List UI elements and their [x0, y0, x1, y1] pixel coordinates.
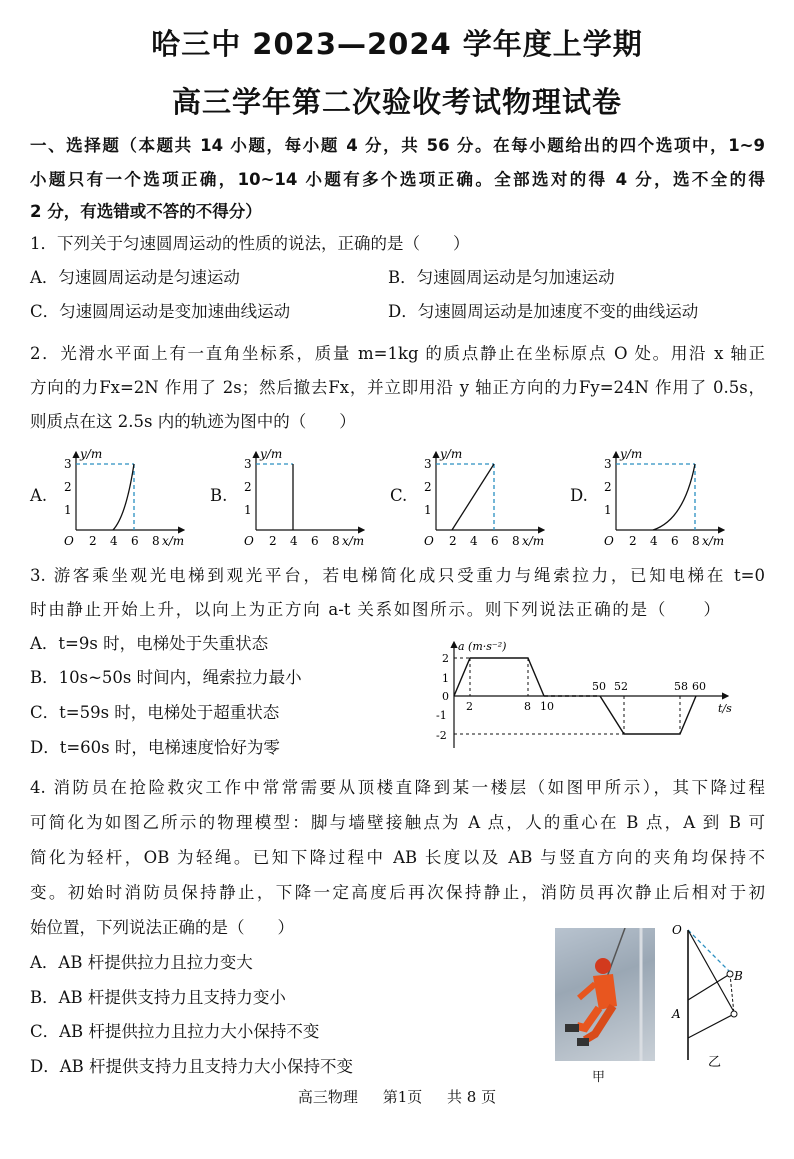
- x-tick: 2: [89, 534, 97, 548]
- q4-stem-line4: 变。初始时消防员保持静止，下降一定高度后再次保持静止，消防员再次静止后相对于初: [30, 883, 765, 902]
- y-axis-label: y/m: [620, 447, 643, 461]
- t-tick: 2: [466, 700, 473, 713]
- x-axis-label: x/m: [522, 534, 545, 548]
- q2-graph-b-label: B.: [210, 486, 228, 505]
- q4-stem-line1: 4. 消防员在抢险救灾工作中常常需要从顶楼直降到某一楼层（如图甲所示），其下降过程: [30, 778, 765, 797]
- x-axis-label: x/m: [162, 534, 185, 548]
- q2-graph-b: [232, 446, 372, 550]
- figure-jia-label: 甲: [592, 1070, 606, 1085]
- y-tick: 2: [424, 480, 432, 494]
- q1-option-b: B．匀速圆周运动是匀加速运动: [388, 268, 615, 287]
- firefighter-photo: [555, 928, 655, 1061]
- accel-negative-segment: [600, 696, 696, 734]
- trajectory-curve: [113, 464, 134, 530]
- y-tick: 3: [244, 457, 252, 471]
- q2-graph-a-label: A.: [30, 486, 48, 505]
- a-tick: -1: [436, 709, 447, 722]
- y-tick: 2: [244, 480, 252, 494]
- x-tick: 6: [131, 534, 139, 548]
- x-tick: 6: [671, 534, 679, 548]
- t-tick: 50: [592, 680, 606, 693]
- q2-stem-line1: 2．光滑水平面上有一直角坐标系，质量 m=1kg 的质点静止在坐标原点 O 处。用沿 x 轴正: [30, 344, 765, 363]
- q2-graph-c: [412, 446, 552, 550]
- x-tick: 4: [110, 534, 118, 548]
- x-tick: 4: [650, 534, 658, 548]
- accel-positive-segment: [454, 658, 544, 696]
- q2-stem-line2: 方向的力Fx=2N 作用了 2s；然后撤去Fx，并立即用沿 y 轴正方向的力Fy=24N 作用了 0.5s，: [30, 378, 765, 397]
- footer-total-pages: 共 8 页: [447, 1088, 497, 1106]
- origin-label: O: [244, 534, 254, 548]
- exam-title-line2: 高三学年第二次验收考试物理试卷: [171, 85, 622, 119]
- physical-model-diagram: [664, 920, 764, 1070]
- y-tick: 2: [604, 480, 612, 494]
- q4-option-d: D．AB 杆提供支持力且支持力大小保持不变: [30, 1057, 354, 1076]
- t-tick: 8: [524, 700, 531, 713]
- q2-graph-d: [592, 446, 732, 550]
- q2-graph-a: [52, 446, 192, 550]
- q4-option-c: C．AB 杆提供拉力且拉力大小保持不变: [30, 1022, 320, 1041]
- y-tick: 1: [244, 503, 252, 517]
- q2-graph-d-label: D.: [570, 486, 588, 505]
- y-axis-label: y/m: [260, 447, 283, 461]
- q4-stem-line3: 简化为轻杆，OB 为轻绳。已知下降过程中 AB 长度以及 AB 与竖直方向的夹角均保持不: [30, 848, 765, 867]
- y-tick: 1: [604, 503, 612, 517]
- q1-option-d: D．匀速圆周运动是加速度不变的曲线运动: [388, 302, 699, 321]
- point-a-label: A: [672, 1007, 681, 1021]
- section-instructions-line3: 2 分，有选错或不答的不得分）: [30, 202, 262, 221]
- y-tick: 1: [424, 503, 432, 517]
- point-b-label: B: [734, 969, 743, 983]
- x-tick: 2: [269, 534, 277, 548]
- x-tick: 4: [470, 534, 478, 548]
- x-tick: 8: [512, 534, 520, 548]
- q2-stem-line3: 则质点在这 2.5s 内的轨迹为图中的（ ）: [30, 412, 356, 431]
- t-tick: 58: [674, 680, 688, 693]
- x-axis-label: x/m: [342, 534, 365, 548]
- q3-option-c: C．t=59s 时，电梯处于超重状态: [30, 703, 280, 722]
- section-instructions-line2: 小题只有一个选项正确，10~14 小题有多个选项正确。全部选对的得 4 分，选不全的得: [30, 170, 765, 189]
- t-tick: 60: [692, 680, 706, 693]
- origin-label: O: [424, 534, 434, 548]
- footer-page-number: 第1页: [382, 1088, 423, 1106]
- q4-stem-line5: 始位置，下列说法正确的是（ ）: [30, 918, 294, 937]
- a-tick: 2: [442, 652, 449, 665]
- x-tick: 6: [491, 534, 499, 548]
- y-axis-label: y/m: [440, 447, 463, 461]
- x-tick: 2: [629, 534, 637, 548]
- y-tick: 3: [424, 457, 432, 471]
- y-tick: 2: [64, 480, 72, 494]
- q3-option-a: A．t=9s 时，电梯处于失重状态: [30, 634, 269, 653]
- a-tick: 0: [442, 690, 449, 703]
- y-tick: 3: [604, 457, 612, 471]
- footer-subject: 高三物理: [297, 1088, 358, 1106]
- page-footer: [0, 1086, 794, 1107]
- x-tick: 8: [692, 534, 700, 548]
- q3-option-b: B．10s~50s 时间内，绳索拉力最小: [30, 668, 302, 687]
- a-tick: -2: [436, 729, 447, 742]
- q1-option-a: A．匀速圆周运动是匀速运动: [30, 268, 240, 287]
- y-tick: 1: [64, 503, 72, 517]
- x-tick: 8: [332, 534, 340, 548]
- point-o-label: O: [672, 923, 682, 937]
- q4-option-a: A．AB 杆提供拉力且拉力变大: [30, 953, 253, 972]
- trajectory-line: [452, 464, 494, 530]
- q3-stem-line2: 时由静止开始上升，以向上为正方向 a-t 关系如图所示。则下列说法正确的是（ ）: [30, 600, 720, 619]
- q3-option-d: D．t=60s 时，电梯速度恰好为零: [30, 738, 280, 757]
- x-tick: 4: [290, 534, 298, 548]
- q3-acceleration-time-graph: [428, 638, 738, 754]
- section-instructions-line1: 一、选择题（本题共 14 小题，每小题 4 分，共 56 分。在每小题给出的四个选项中，1~9: [30, 136, 765, 155]
- q2-graph-c-label: C.: [390, 486, 408, 505]
- q4-stem-line2: 可简化为如图乙所示的物理模型：脚与墙壁接触点为 A 点，人的重心在 B 点，A 到 B 可: [30, 813, 765, 832]
- q3-stem-line1: 3. 游客乘坐观光电梯到观光平台，若电梯简化成只受重力与绳索拉力，已知电梯在 t=0: [30, 566, 765, 585]
- figure-yi-label: 乙: [708, 1055, 722, 1070]
- a-axis-label: a (m·s⁻²): [458, 640, 507, 653]
- q1-option-c: C．匀速圆周运动是变加速曲线运动: [30, 302, 291, 321]
- t-axis-label: t/s: [718, 702, 732, 715]
- y-axis-label: y/m: [80, 447, 103, 461]
- x-tick: 2: [449, 534, 457, 548]
- a-tick: 1: [442, 672, 449, 685]
- x-tick: 8: [152, 534, 160, 548]
- origin-label: O: [64, 534, 74, 548]
- y-tick: 3: [64, 457, 72, 471]
- t-tick: 52: [614, 680, 628, 693]
- q1-stem: 1．下列关于匀速圆周运动的性质的说法，正确的是（ ）: [30, 234, 470, 253]
- x-tick: 6: [311, 534, 319, 548]
- origin-label: O: [604, 534, 614, 548]
- t-tick: 10: [540, 700, 554, 713]
- exam-title-line1: 哈三中 2023—2024 学年度上学期: [151, 27, 643, 61]
- x-axis-label: x/m: [702, 534, 725, 548]
- q4-option-b: B．AB 杆提供支持力且支持力变小: [30, 988, 286, 1007]
- trajectory-curve: [653, 464, 695, 530]
